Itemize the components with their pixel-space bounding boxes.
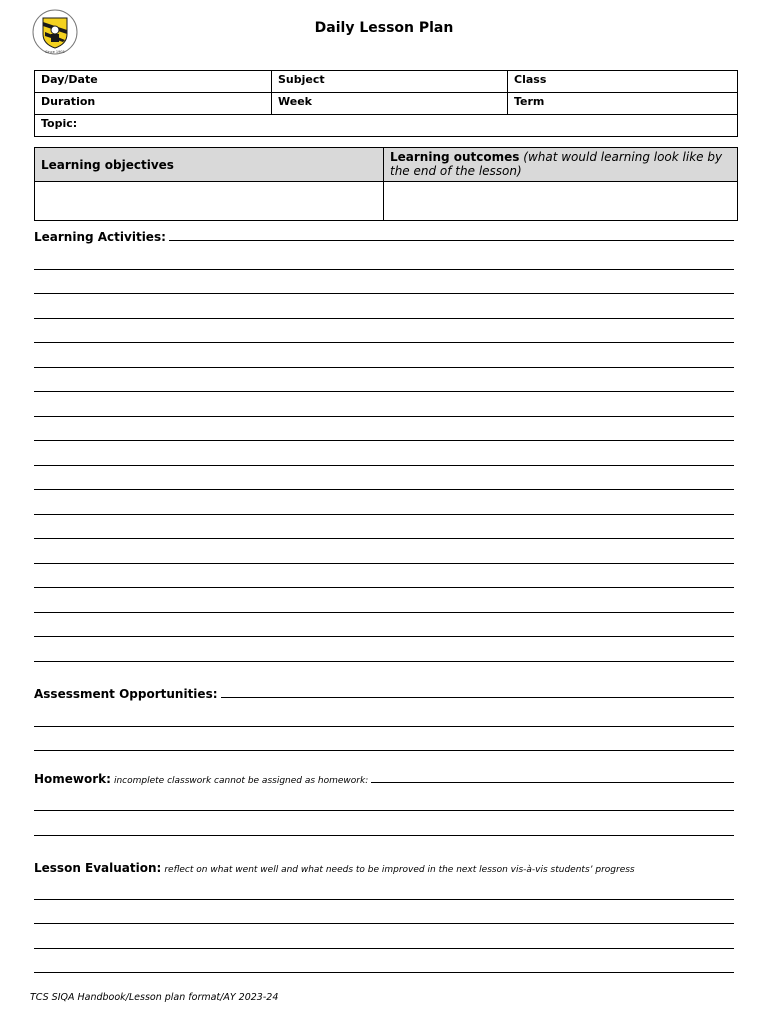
week-cell[interactable]	[272, 93, 508, 115]
write-line[interactable]	[34, 726, 734, 727]
write-line[interactable]	[34, 391, 734, 392]
write-line[interactable]	[34, 661, 734, 662]
duration-cell[interactable]	[35, 93, 272, 115]
topic-label: Topic:	[41, 117, 78, 130]
subject-cell[interactable]	[272, 71, 508, 93]
topic-cell[interactable]	[35, 115, 738, 137]
write-line[interactable]	[34, 612, 734, 613]
write-line[interactable]	[34, 835, 734, 836]
outcomes-entry-cell[interactable]	[384, 182, 738, 221]
write-line[interactable]	[34, 972, 734, 973]
objectives-table	[34, 147, 738, 221]
write-line[interactable]	[34, 342, 734, 343]
homework-heading-row	[34, 772, 734, 786]
class-label: Class	[514, 73, 547, 86]
outcomes-note: (what would learning look like by the end of the lesson)	[390, 150, 723, 178]
evaluation-note: reflect on what went well and what needs to be improved in the next lesson vis-à-vis students’ progress	[164, 865, 635, 875]
write-line[interactable]	[34, 563, 734, 564]
write-line[interactable]	[34, 810, 734, 811]
write-line[interactable]	[34, 293, 734, 294]
homework-label: Homework:	[34, 772, 111, 786]
activities-heading-row	[34, 230, 734, 244]
lesson-info-table	[34, 70, 738, 137]
day-date-cell[interactable]	[35, 71, 272, 93]
subject-label: Subject	[278, 73, 325, 86]
page-title: Daily Lesson Plan	[314, 20, 454, 36]
write-line[interactable]	[34, 587, 734, 588]
evaluation-label: Lesson Evaluation:	[34, 861, 162, 875]
evaluation-heading-row	[34, 861, 734, 875]
write-line[interactable]	[34, 948, 734, 949]
duration-label: Duration	[41, 95, 96, 108]
class-cell[interactable]	[508, 71, 738, 93]
write-line[interactable]	[34, 489, 734, 490]
write-line[interactable]	[34, 923, 734, 924]
write-line[interactable]	[34, 269, 734, 270]
write-line[interactable]	[34, 465, 734, 466]
week-label: Week	[278, 95, 312, 108]
term-label: Term	[514, 95, 545, 108]
page-footer: TCS SIQA Handbook/Lesson plan format/AY 2023-24	[30, 992, 279, 1003]
write-line[interactable]	[371, 781, 734, 783]
svg-text:Since 1905: Since 1905	[45, 50, 65, 54]
write-line[interactable]	[34, 318, 734, 319]
objectives-label: Learning objectives	[41, 157, 174, 172]
write-line[interactable]	[34, 899, 734, 900]
write-line[interactable]	[34, 416, 734, 417]
write-line[interactable]	[169, 239, 734, 241]
outcomes-label: Learning outcomes	[390, 150, 520, 164]
write-line[interactable]	[34, 367, 734, 368]
term-cell[interactable]	[508, 93, 738, 115]
outcomes-header	[384, 148, 738, 182]
activities-label: Learning Activities:	[34, 230, 166, 244]
objectives-entry-cell[interactable]	[35, 182, 384, 221]
homework-note: incomplete classwork cannot be assigned as homework:	[113, 776, 369, 786]
write-line[interactable]	[34, 440, 734, 441]
write-line[interactable]	[221, 696, 734, 698]
write-line[interactable]	[34, 514, 734, 515]
write-line[interactable]	[34, 750, 734, 751]
day-date-label: Day/Date	[41, 73, 98, 86]
assessment-label: Assessment Opportunities:	[34, 687, 218, 701]
objectives-header	[35, 148, 384, 182]
assessment-heading-row	[34, 687, 734, 701]
write-line[interactable]	[34, 538, 734, 539]
write-line[interactable]	[34, 636, 734, 637]
